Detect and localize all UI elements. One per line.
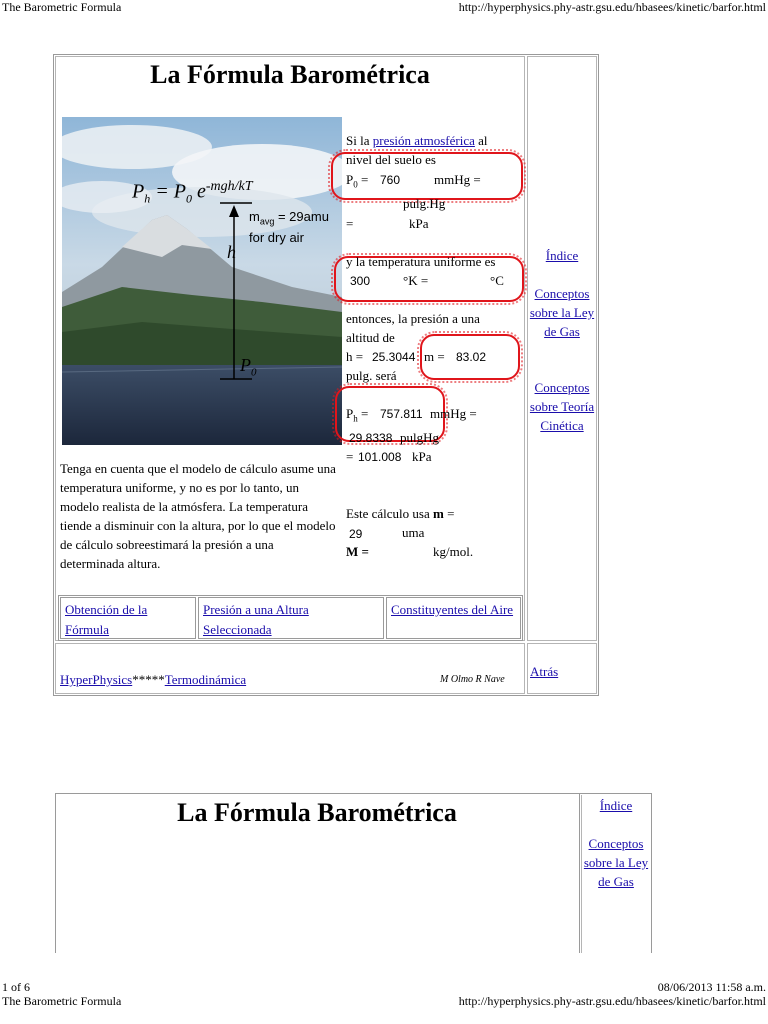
- nav-cell-derivation: [60, 597, 196, 639]
- p0-row-eq: =: [357, 172, 369, 187]
- h-m: m =: [424, 349, 445, 364]
- stars-separator: *****: [132, 672, 165, 687]
- nav-link-pressure-altitude[interactable]: Presión a una Altura Seleccionada: [203, 602, 309, 637]
- mass-intro: [346, 504, 454, 523]
- side-link-index-wrap: [528, 246, 596, 265]
- second-side-link-index[interactable]: Índice: [599, 798, 633, 813]
- kpa-eq: =: [346, 216, 354, 231]
- intro-pre: Si la: [346, 133, 373, 148]
- ph-unit: mmHg =: [430, 406, 477, 421]
- ph-kpa-pre: =: [346, 449, 354, 464]
- p0-row-label: P: [346, 172, 354, 187]
- back-link-wrap: [530, 662, 558, 681]
- page-title: La Fórmula Barométrica: [150, 60, 430, 89]
- nav-link-air-constituents[interactable]: Constituyentes del Aire: [391, 602, 514, 617]
- formula-exponent: -mgh/kT: [205, 179, 253, 194]
- temp-c: °C: [490, 273, 504, 288]
- ph-row: [346, 404, 368, 429]
- page-header-url: http://hyperphysics.phy-astr.gsu.edu/hbasees/kinetic/barfor.html: [458, 0, 766, 14]
- second-side-link-index-wrap: [582, 796, 650, 815]
- mass-input[interactable]: 29: [349, 527, 363, 541]
- mass-intro-m: m: [433, 506, 444, 521]
- mass-unit: uma: [402, 525, 425, 540]
- ph-eq: =: [357, 406, 369, 421]
- mass-sub: avg: [259, 216, 275, 227]
- p0-label-sub: 0: [251, 366, 257, 379]
- p0-unit: mmHg =: [434, 172, 481, 187]
- p0-input[interactable]: 760: [380, 173, 401, 187]
- mountain-figure: [62, 117, 342, 445]
- page-header-title: The Barometric Formula: [2, 0, 122, 14]
- ph-kpa-unit: kPa: [412, 449, 432, 464]
- formula-text: [132, 179, 253, 207]
- formula-p0-sub: 0: [185, 191, 192, 206]
- nav-link-derivation[interactable]: Obtención de la Fórmula: [65, 602, 148, 637]
- p0-row-sub: 0: [353, 179, 358, 190]
- formula-eq: = P: [150, 180, 186, 203]
- mountain-photo: [62, 117, 342, 445]
- p0-row: [346, 170, 368, 195]
- formula-e: e: [191, 180, 206, 203]
- nav-cell-air-constituents: [386, 597, 521, 639]
- formula-ph-sub: h: [144, 191, 151, 206]
- page-footer-url: http://hyperphysics.phy-astr.gsu.edu/hbasees/kinetic/barfor.html: [458, 994, 766, 1008]
- h-ft-input[interactable]: 83.02: [456, 350, 487, 364]
- ph-sub: h: [353, 413, 358, 424]
- M-label: M =: [346, 544, 369, 559]
- mass-value: = 29amu: [274, 209, 329, 224]
- thermodynamics-link[interactable]: Termodinámica: [164, 672, 247, 687]
- intro-post: al: [474, 133, 488, 148]
- ph-label: P: [346, 406, 354, 421]
- side-link-index[interactable]: Índice: [545, 248, 579, 263]
- temp-intro: y la temperatura uniforme es: [346, 254, 496, 269]
- inhg-unit: pulg.Hg: [403, 196, 446, 211]
- ph-output[interactable]: 757.811: [380, 407, 423, 421]
- height-label: h: [227, 242, 236, 262]
- bottom-nav: [60, 670, 246, 689]
- side-cell: [527, 56, 597, 641]
- nav-cell-pressure-altitude: [198, 597, 384, 639]
- second-side-link-gas-law-wrap: [582, 834, 650, 891]
- second-page-title: La Fórmula Barométrica: [177, 798, 457, 827]
- mass-intro-pre: Este cálculo usa: [346, 506, 433, 521]
- formula-ph: P: [132, 180, 145, 203]
- hyperphysics-link[interactable]: HyperPhysics: [60, 672, 133, 687]
- temp-k: °K =: [403, 273, 429, 288]
- side-link-gas-law[interactable]: Conceptos sobre la Ley de Gas: [529, 286, 595, 339]
- side-link-kinetic-theory[interactable]: Conceptos sobre Teoría Cinética: [529, 380, 595, 433]
- M-unit: kg/mol.: [433, 544, 474, 559]
- ph-inhg-output[interactable]: 29.8338: [349, 431, 393, 445]
- p0-label-text: P: [240, 355, 251, 375]
- alt-intro-2: altitud de: [346, 330, 395, 345]
- ph-kpa-output[interactable]: 101.008: [358, 450, 402, 464]
- back-link[interactable]: Atrás: [530, 664, 559, 679]
- p0-label: [240, 355, 257, 379]
- model-note: Tenga en cuenta que el modelo de cálculo asume una temperatura uniforme, y no es por lo tanto, un modelo realista de la atmósfera. La temperatura tiende a disminuir con la altura, por lo que el modelo de cálculo sobreestimará la presión a una determinada altura.: [60, 461, 336, 571]
- page-footer-datetime: 08/06/2013 11:58 a.m.: [657, 980, 766, 994]
- side-link-gas-law-wrap: [528, 284, 596, 341]
- mass-intro-post: =: [443, 506, 455, 521]
- second-side-link-gas-law[interactable]: Conceptos sobre la Ley de Gas: [583, 836, 649, 889]
- h-input[interactable]: 25.3044: [372, 350, 416, 364]
- kpa-unit: kPa: [409, 216, 429, 231]
- page-footer-pagenum: 1 of 6: [2, 980, 30, 994]
- h-unit: pulg. será: [346, 368, 397, 383]
- author-credit: M Olmo R Nave: [440, 674, 505, 685]
- temp-input[interactable]: 300: [350, 274, 371, 288]
- side-link-kinetic-wrap: [528, 378, 596, 435]
- intro-line2: nivel del suelo es: [346, 152, 436, 167]
- mass-label: m: [249, 209, 260, 224]
- h-label: h =: [346, 349, 364, 364]
- page-footer-title: The Barometric Formula: [2, 994, 122, 1008]
- second-table-divider: [579, 793, 580, 953]
- ph-inhg-unit: pulgHg: [400, 430, 439, 445]
- pressure-link[interactable]: presión atmosférica: [372, 133, 475, 148]
- mass-annotation: [249, 209, 329, 245]
- mass-note: for dry air: [249, 229, 304, 245]
- alt-intro-1: entonces, la presión a una: [346, 311, 480, 326]
